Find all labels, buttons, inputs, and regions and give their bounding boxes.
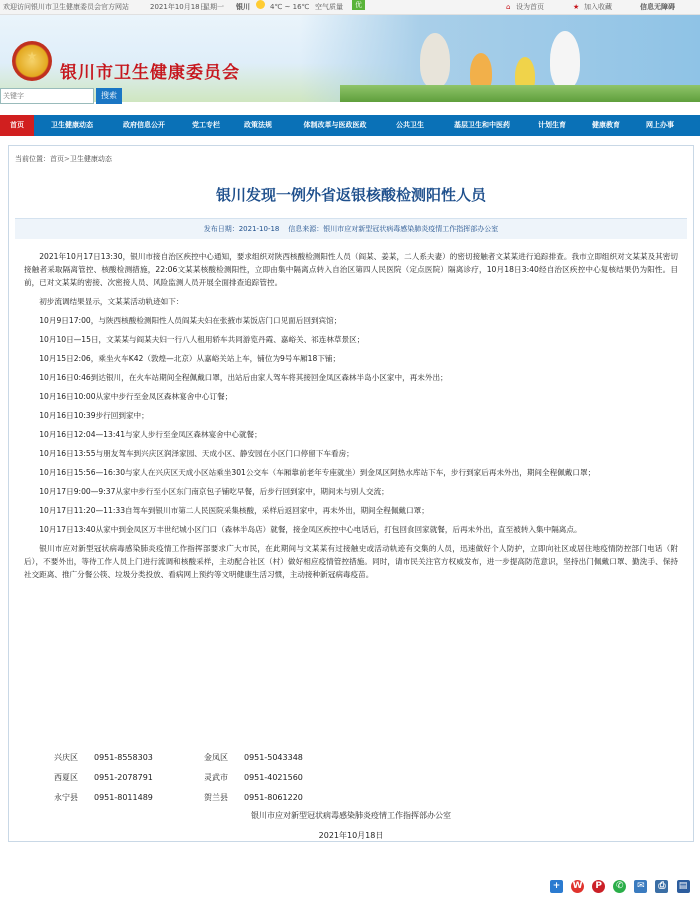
search-input[interactable] xyxy=(0,88,94,104)
photo-figure xyxy=(420,33,450,88)
article-title: 银川发现一例外省返银核酸检测阳性人员 xyxy=(215,186,486,204)
bookmark-icon[interactable]: ▤ xyxy=(677,880,690,893)
signature: 银川市应对新型冠状病毒感染肺炎疫情工作指挥部办公室 xyxy=(251,811,451,820)
wechat-icon[interactable]: ✆ xyxy=(613,880,626,893)
paragraph: 10月17日13:40从家中到金凤区万丰世纪城小区门口（森林半岛店）就餐，接金凤区疾控中心电话后，打包回食回家就餐，后再未外出，直至被转入集中隔离点。 xyxy=(39,525,582,534)
article-meta xyxy=(15,218,687,239)
accessibility-link[interactable]: 信息无障碍 xyxy=(640,3,675,11)
paragraph: 初步流调结果显示，文某某活动轨迹如下： xyxy=(39,297,184,306)
breadcrumb-section[interactable]: 卫生健康动态 xyxy=(69,155,112,163)
air-quality-label: 空气质量 xyxy=(315,3,343,11)
nav-item-home[interactable]: 首页 xyxy=(0,115,34,136)
paragraph: 银川市应对新型冠状病毒感染肺炎疫情工作指挥部要求广大市民，在此期间与文某某有过接触史或活动轨迹有交集的人员，迅速做好个人防护，立即向社区或居住地疫情防控部门电话（附后），不要外出，等待工作人员上门进行流调和核酸采样，主动配合社区（村）做好相应疫情管控措施。同时，请市民关注官方权威发布，进一步提高防范意识，坚持出门佩戴口罩、勤洗手、保持社交距离、推广分餐公筷、垃圾分类投放、看病网上预约等文明健康生活习惯，主动接种新冠病毒疫苗。 xyxy=(24,544,678,579)
print-icon[interactable]: ⎙ xyxy=(655,880,668,893)
district-name: 兴庆区 xyxy=(54,753,78,762)
phone-list xyxy=(54,748,354,808)
share-bar xyxy=(550,873,693,889)
nav-item-gov-info[interactable]: 政府信息公开 xyxy=(123,121,165,129)
current-date: 2021年10月18日 xyxy=(150,3,207,11)
weather-city: 银川 xyxy=(236,3,250,11)
home-icon[interactable]: ⌂ xyxy=(506,3,511,11)
nav-item-public-health[interactable]: 公共卫生 xyxy=(396,121,424,129)
paragraph: 10月16日0:46到达银川，在火车站期间全程佩戴口罩，出站后由家人驾车将其接回金凤区森林半岛小区家中，再未外出； xyxy=(39,373,448,382)
article-body xyxy=(24,250,678,587)
phone-row xyxy=(54,748,354,768)
breadcrumb-home[interactable]: 首页 xyxy=(50,155,64,163)
phone-row xyxy=(54,768,354,788)
pinterest-icon[interactable]: P xyxy=(592,880,605,893)
paragraph: 10月10日—15日，文某某与阎某夫妇一行八人租用轿车共同游览丹霞、嘉峪关、祁连林草景区； xyxy=(39,335,365,344)
paragraph: 10月16日15:56—16:30与家人在兴庆区天成小区站乘坐301公交车（车厢靠前老年专座就坐）到金凤区阿热水库站下车，步行到家后再未外出，期间全程佩戴口罩； xyxy=(39,468,596,477)
nav-item-health-news[interactable]: 卫生健康动态 xyxy=(51,121,93,129)
set-home-link[interactable]: 设为首页 xyxy=(516,3,544,11)
weekday: 星期一 xyxy=(203,3,224,11)
phone-number: 0951-4021560 xyxy=(244,773,303,782)
email-icon[interactable]: ✉ xyxy=(634,880,647,893)
weibo-icon[interactable]: W xyxy=(572,881,583,891)
publish-date: 2021-10-18 xyxy=(238,225,280,233)
phone-row xyxy=(54,788,354,808)
paragraph: 10月16日10:00从家中步行至金凤区森林宴舍中心订餐； xyxy=(39,392,233,401)
paragraph: 10月16日12:04—13:41与家人步行至金凤区森林宴舍中心就餐； xyxy=(39,430,262,439)
paragraph: 10月9日17:00，与陕西核酸检测阳性人员阎某夫妇在张掖市某饭店门口见面后回到宾馆； xyxy=(39,316,342,325)
nav-item-online-service[interactable]: 网上办事 xyxy=(646,121,674,129)
district-name: 永宁县 xyxy=(54,793,78,802)
breadcrumb-separator: > xyxy=(64,155,70,163)
breadcrumb xyxy=(15,154,112,164)
district-name: 贺兰县 xyxy=(204,793,228,802)
phone-number: 0951-8061220 xyxy=(244,793,303,802)
district-name: 西夏区 xyxy=(54,773,78,782)
article-container xyxy=(8,145,694,842)
phone-number: 0951-2078791 xyxy=(94,773,153,782)
share-plus-icon[interactable]: + xyxy=(550,880,563,893)
paragraph: 10月15日2:06，乘坐火车K42（敦煌—北京）从嘉峪关站上车，铺位为9号车厢18下铺； xyxy=(39,354,341,363)
national-emblem-icon: ★ xyxy=(12,41,52,81)
breadcrumb-prefix: 当前位置： xyxy=(15,155,50,163)
paragraph: 10月16日10:39步行回到家中； xyxy=(39,411,149,420)
nav-item-family-planning[interactable]: 计划生育 xyxy=(538,121,566,129)
district-name: 金凤区 xyxy=(204,753,228,762)
source-value: 银川市应对新型冠状病毒感染肺炎疫情工作指挥部办公室 xyxy=(323,225,499,233)
district-name: 灵武市 xyxy=(204,773,228,782)
nav-item-policy[interactable]: 政策法规 xyxy=(244,121,272,129)
nav-item-reform[interactable]: 体制改革与医政医政 xyxy=(303,121,367,129)
photo-figure xyxy=(550,31,580,89)
paragraph: 10月16日13:55与朋友驾车到兴庆区润泽家园、天成小区、静安园在小区门口停留下车看房； xyxy=(39,449,354,458)
search-button[interactable]: 搜索 xyxy=(96,88,122,104)
signature-date: 2021年10月18日 xyxy=(318,831,384,840)
paragraph: 2021年10月17日13:30，银川市接自治区疾控中心通知，要求组织对陕西核酸检测阳性人员（阎某、姜某，二人系夫妻）的密切接触者文某某进行追踪排查。我市立即组织对文某某及其密切接触者采取隔离管控、核酸检测措施，22:06文某某核酸检测阳性，立即由集中隔离点转入自治区第四人民医院（定点医院）隔离诊疗，10月18日3:40经自治区疾控中心复核结果仍为阳性。目前，已对文某某的密接、次密接人员、风险监测人员开展全面排查追踪管控。 xyxy=(24,252,678,287)
publish-date-label: 发布日期： xyxy=(203,225,239,233)
phone-number: 0951-8558303 xyxy=(94,753,153,762)
favorite-link[interactable]: 加入收藏 xyxy=(584,3,612,11)
star-icon[interactable]: ★ xyxy=(573,3,580,11)
site-title: 银川市卫生健康委员会 xyxy=(60,63,240,83)
main-nav xyxy=(0,115,700,136)
phone-number: 0951-5043348 xyxy=(244,753,303,762)
phone-number: 0951-8011489 xyxy=(94,793,153,802)
grass-decoration xyxy=(340,85,700,102)
paragraph: 10月17日9:00—9:37从家中步行至小区东门南京包子铺吃早餐，后步行回到家中，期间未与别人交流； xyxy=(39,487,389,496)
top-bar: 欢迎访问银川市卫生健康委员会官方网站 2021年10月18日 星期一 银川 4℃ ~ 16℃ 空气质量 优 ⌂ 设为首页 ★ 加入收藏 信息无障碍 xyxy=(0,0,700,15)
nav-item-grassroots[interactable]: 基层卫生和中医药 xyxy=(454,121,510,129)
paragraph: 10月17日11:20—11:33自驾车到银川市第二人民医院采集核酸，采样后返回家中，再未外出，期间全程佩戴口罩； xyxy=(39,506,429,515)
welcome-text: 欢迎访问银川市卫生健康委员会官方网站 xyxy=(3,3,129,11)
nav-item-health-education[interactable]: 健康教育 xyxy=(592,121,620,129)
source-label: 信息来源： xyxy=(288,225,324,233)
temperature: 4℃ ~ 16℃ xyxy=(270,3,310,11)
nav-item-party[interactable]: 党工专栏 xyxy=(192,121,220,129)
